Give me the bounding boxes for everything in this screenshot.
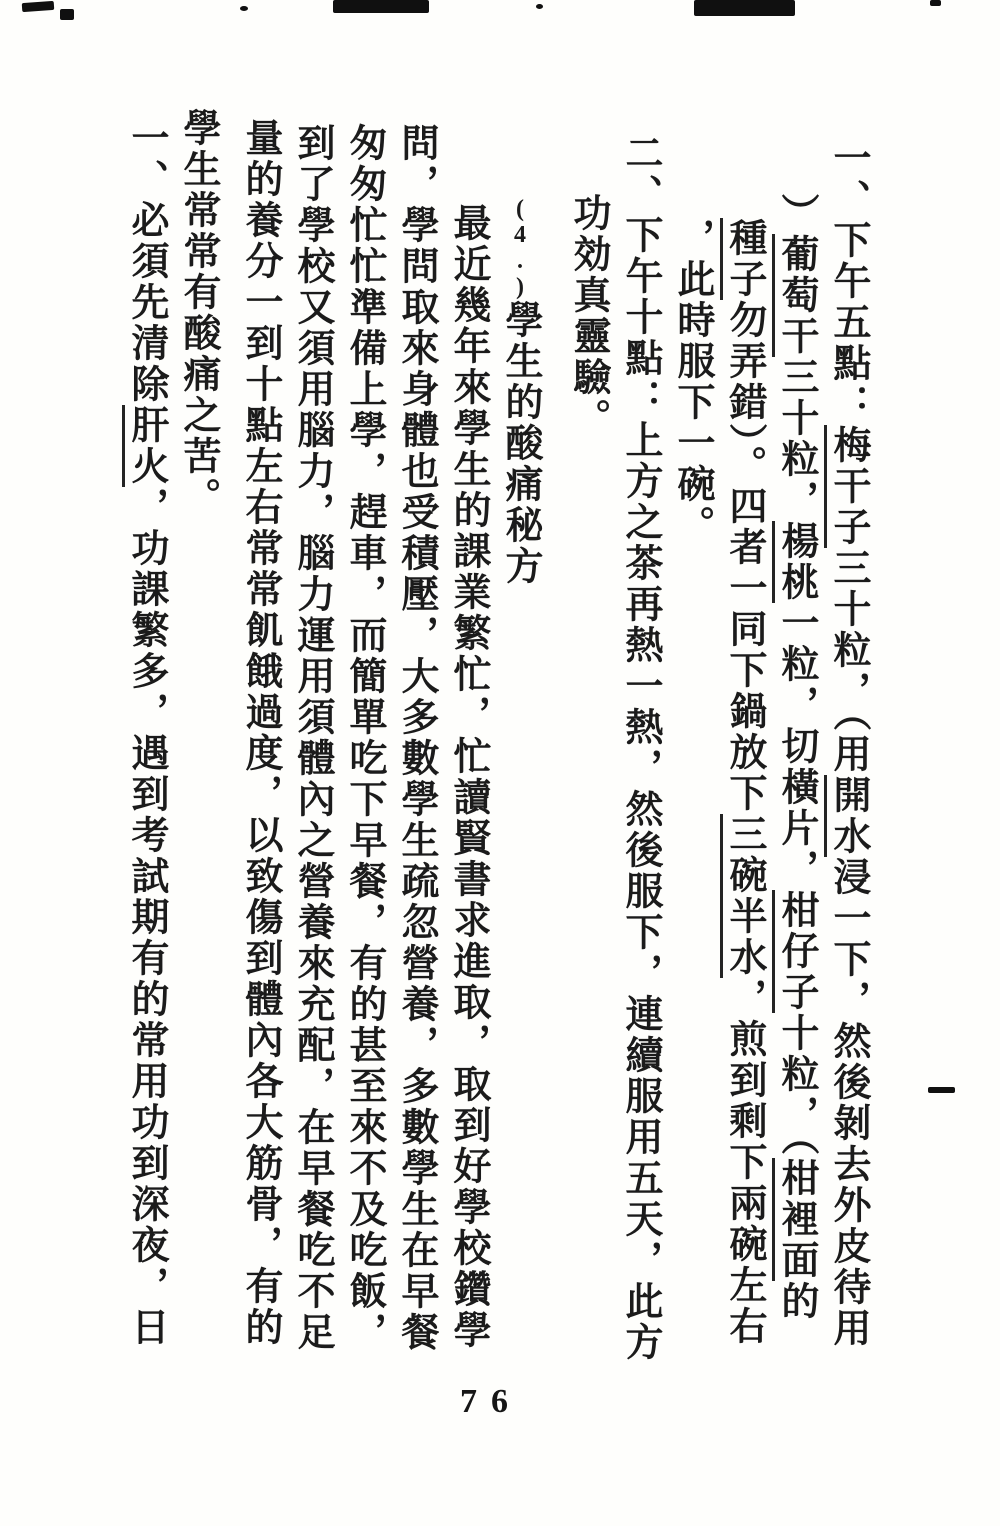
- proper-noun-marked-text: 柑仔子: [772, 890, 817, 1013]
- section-number: (4.): [507, 196, 533, 300]
- scan-artifact: [930, 0, 941, 6]
- section-heading: [494, 108, 546, 1513]
- proper-noun-marked-text: 開水: [824, 775, 869, 857]
- recipe-step-1-continued-2: [718, 108, 770, 1513]
- text-run: 一、下午五點：: [827, 138, 869, 425]
- paragraph-line-1: [442, 108, 494, 1513]
- text-run: 一粒，切橫片，: [775, 603, 817, 890]
- scan-artifact: [928, 1087, 955, 1093]
- recipe-step-2: [614, 108, 666, 1513]
- scan-artifact: [333, 0, 429, 13]
- paragraph-line-3: [338, 108, 390, 1513]
- text-run: 量的養分一到十點左右常常飢餓過度，以致傷到體內各大筋骨，有的: [239, 118, 281, 1348]
- proper-noun-marked-text: 梅干子: [824, 425, 869, 548]
- text-run: ，功課繁多，遇到考試期有的常用功到深夜，日: [125, 487, 167, 1348]
- text-run: 勿弄錯）。四者一同下鍋放下: [723, 300, 765, 814]
- text-run: 十粒，（: [775, 1013, 817, 1158]
- text-run: 二、下午十點：上方之茶再熱一熱，然後服下，連續服用五天，此方: [619, 133, 661, 1363]
- text-run: ，煎到剩下兩碗左右: [723, 978, 765, 1347]
- proper-noun-marked-text: 柑裡面: [772, 1158, 817, 1281]
- recipe-step-1: [822, 108, 874, 1513]
- text-run: ，此時服下一碗。: [671, 218, 713, 546]
- text-run: 最近幾年來學生的課業繁忙，忙讀賢書求進取，取到好學校鑽學: [447, 203, 489, 1351]
- paragraph-line-5: [234, 108, 286, 1513]
- proper-noun-marked-text: 葡萄干: [772, 234, 817, 357]
- text-run: 功効真靈驗。: [567, 193, 609, 439]
- recipe-step-2-continued: [562, 108, 614, 1513]
- scan-artifact: [22, 1, 55, 12]
- text-run: 學生常常有酸痛之苦。: [177, 108, 219, 518]
- remedy-item-1: [120, 108, 172, 1513]
- text-run: 一、必須先清除: [125, 118, 167, 405]
- scan-artifact: [536, 4, 543, 9]
- paragraph-line-4: [286, 108, 338, 1513]
- proper-noun-marked-text: 三碗半水: [720, 814, 765, 978]
- text-run: ）: [775, 193, 817, 234]
- scan-artifact: [694, 0, 795, 16]
- paragraph-line-2: [390, 108, 442, 1513]
- recipe-step-1-continued: [770, 108, 822, 1513]
- text-run: 問，學問取來身體也受積壓，大多數學生疏忽營養，多數學生在早餐: [395, 123, 437, 1353]
- proper-noun-marked-text: 種子: [720, 218, 765, 300]
- page-number: 76: [460, 1383, 522, 1420]
- text-run: 學生的酸痛秘方: [499, 300, 541, 587]
- text-run: 的: [775, 1281, 817, 1322]
- text-columns: [120, 108, 874, 1513]
- paragraph-line-6: [172, 108, 224, 1513]
- proper-noun-marked-text: 肝火: [122, 405, 167, 487]
- text-run: 三十粒，: [775, 357, 817, 521]
- recipe-step-1-continued-3: [666, 108, 718, 1513]
- text-run: 三十粒，（用: [827, 548, 869, 775]
- text-run: 浸一下，然後剝去外皮待用: [827, 857, 869, 1349]
- text-run: 匆匆忙忙準備上學，趕車，而簡單吃下早餐，有的甚至來不及吃飯，: [343, 123, 385, 1353]
- scan-artifact: [240, 6, 248, 11]
- text-run: 到了學校又須用腦力，腦力運用須體內之營養來充配，在早餐吃不足: [291, 123, 333, 1353]
- proper-noun-marked-text: 楊桃: [772, 521, 817, 603]
- scan-artifact: [60, 9, 74, 20]
